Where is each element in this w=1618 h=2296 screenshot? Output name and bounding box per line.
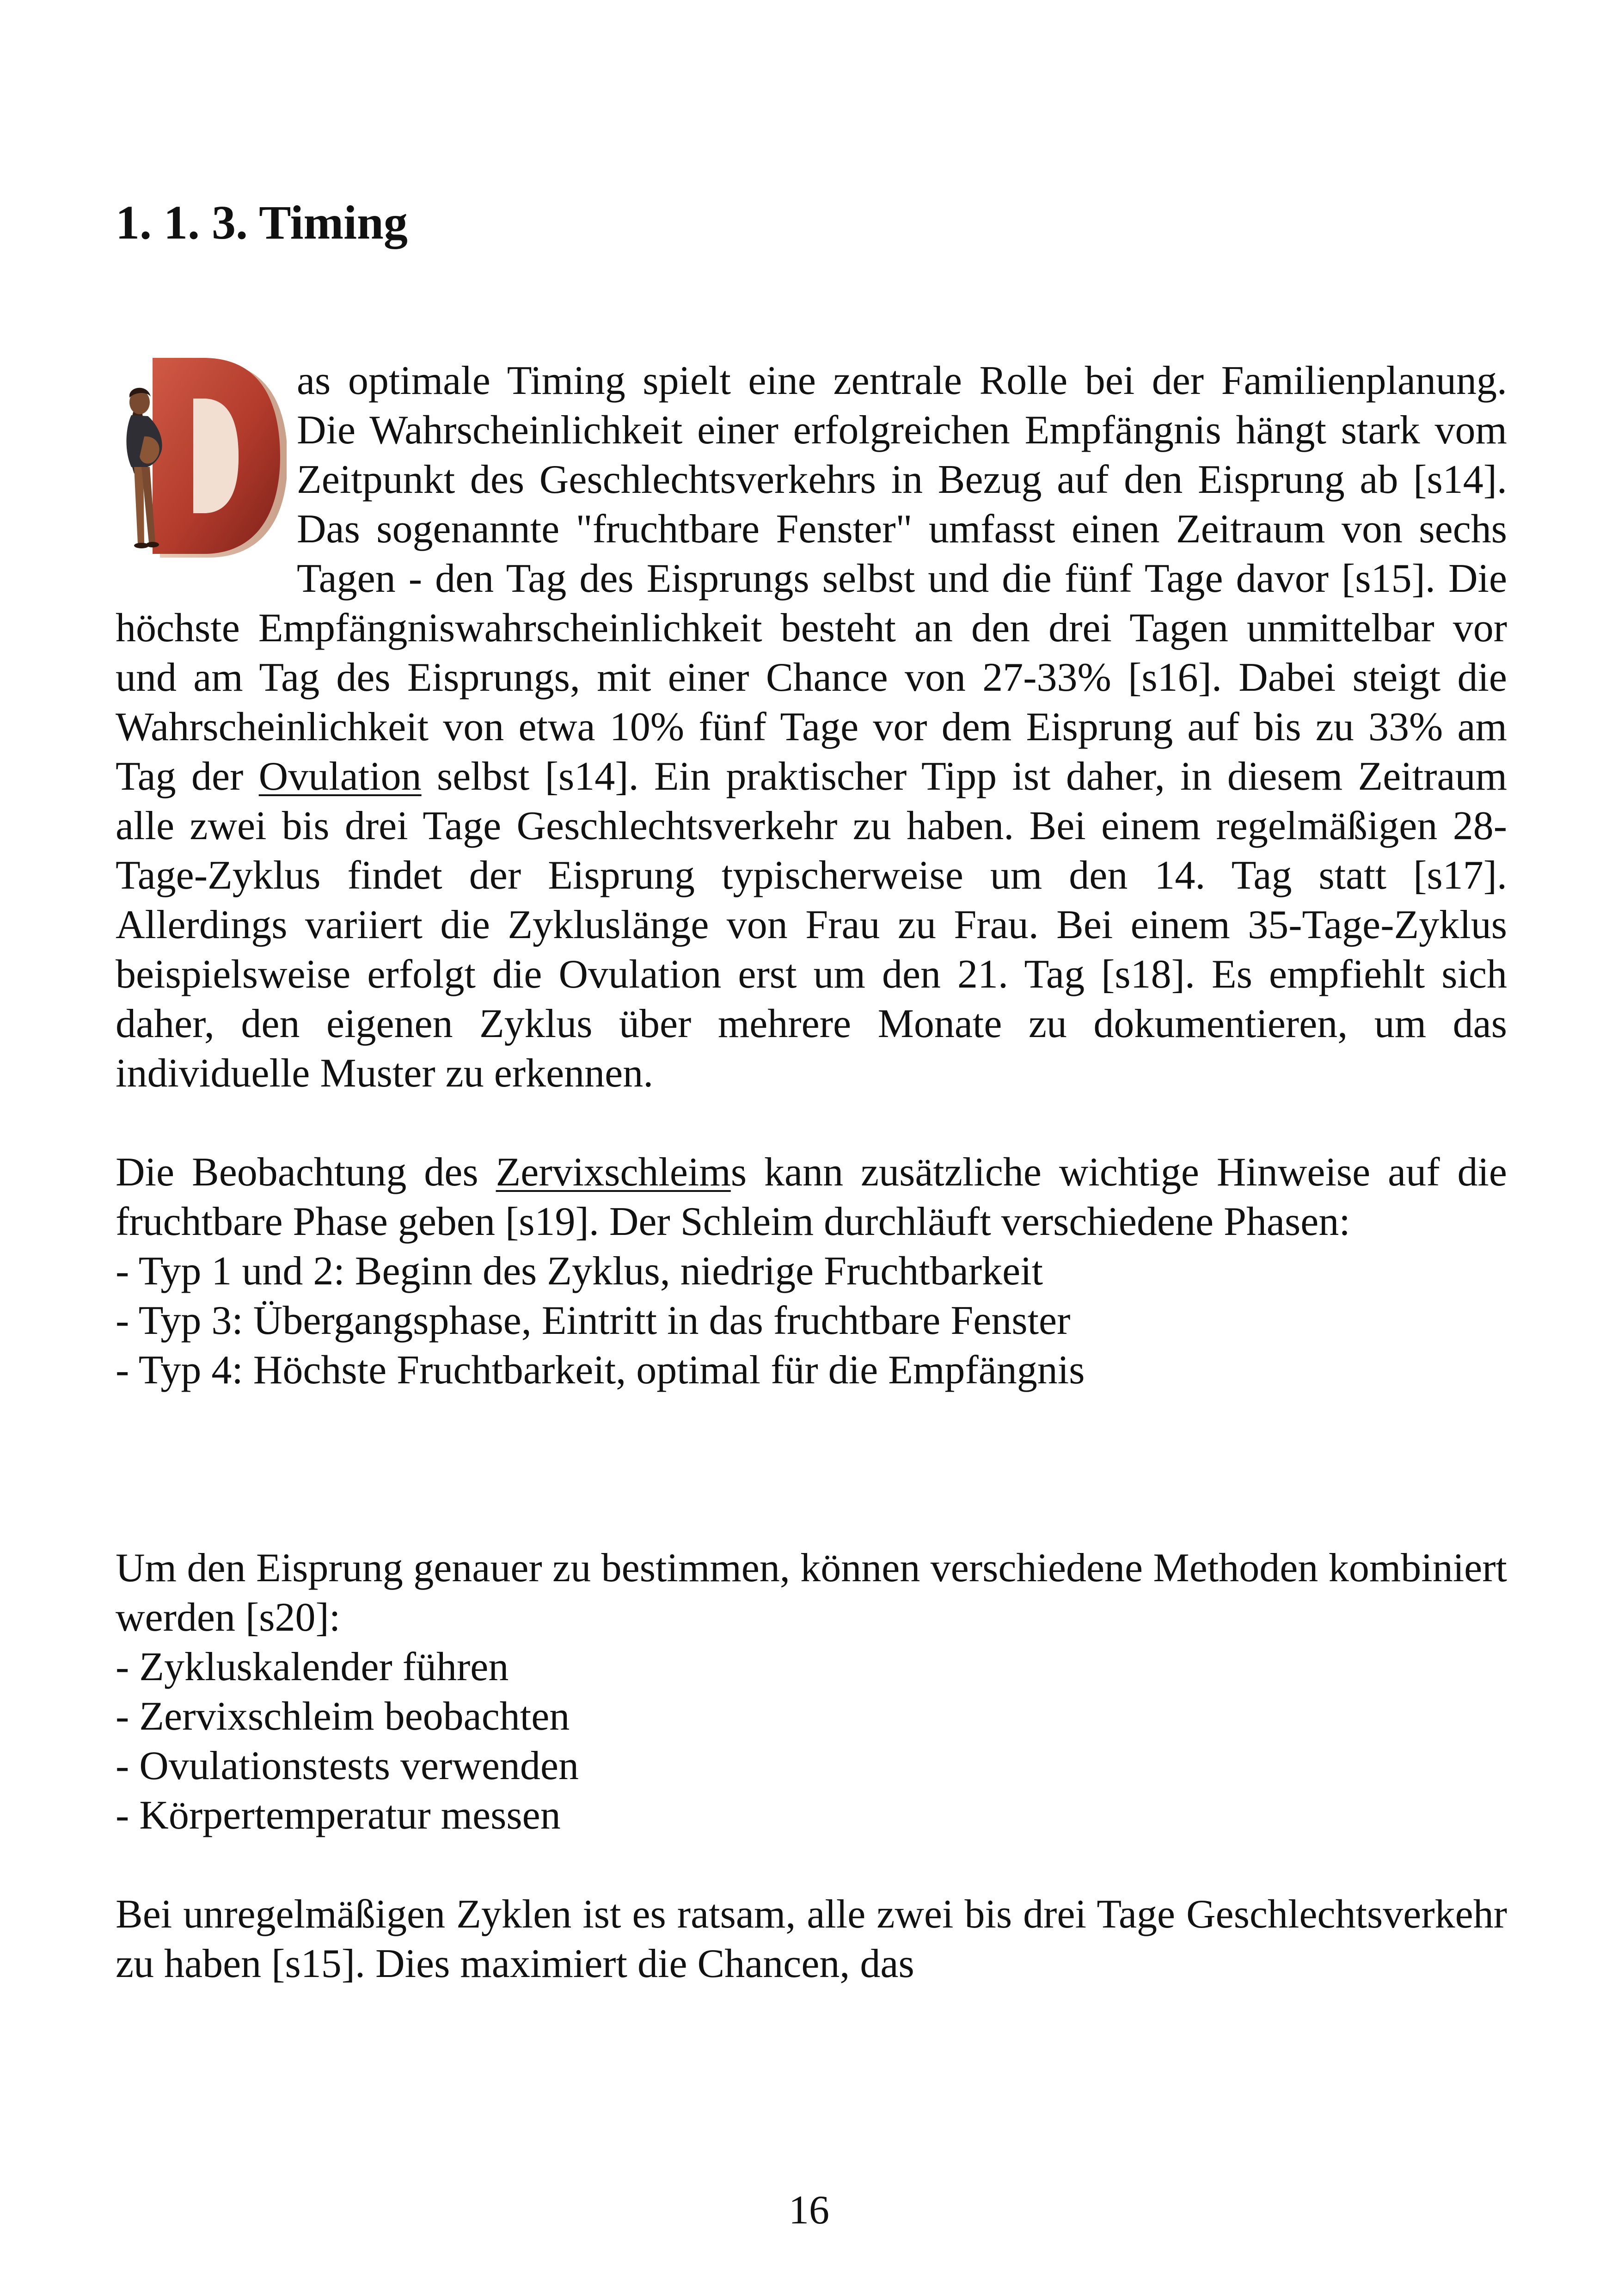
paragraph-spacer: [116, 1098, 1507, 1148]
list-item: - Zervixschleim beobachten: [116, 1694, 570, 1739]
dropcap-illustration: [116, 358, 287, 561]
paragraph-intro-text-b: selbst [s14]. Ein praktischer Tipp ist daher, in diesem Zeitraum alle zwei bis drei Tage Geschlechtsverkehr zu haben. Bei einem regelmäßigen 28-Tage-Zyklus findet der Eisprung typischerweise um den 14. Tag statt [s17]. Allerdings variiert die Zykluslänge von Frau zu Frau. Bei einem 35-Tage-Zyklus beispielsweise erfolgt die Ovulation erst um den 21. Tag [s18]. Es empfiehlt sich daher, den eigenen Zyklus über mehrere Monate zu dokumentieren, um das individuelle Muster zu erkennen.: [116, 754, 1508, 1096]
list-item: - Körpertemperatur messen: [116, 1793, 561, 1838]
paragraph-spacer: [116, 1395, 1507, 1543]
list-item: - Typ 1 und 2: Beginn des Zyklus, niedrige Fruchtbarkeit: [116, 1249, 1043, 1294]
ovulation-link[interactable]: Ovulation: [258, 754, 422, 799]
list-item: - Typ 3: Übergangsphase, Eintritt in das fruchtbare Fenster: [116, 1298, 1071, 1343]
paragraph-spacer: [116, 1840, 1507, 1890]
dropcap-image: [116, 358, 287, 561]
paragraph-methods: Um den Eisprung genauer zu bestimmen, können verschiedene Methoden kombiniert werden [s20]:: [116, 1546, 1507, 1640]
body-text: [116, 356, 1507, 1989]
section-heading: 1. 1. 3. Timing: [116, 196, 408, 249]
paragraph-intro-text-a: as optimale Timing spielt eine zentrale Rolle bei der Familienplanung. Die Wahrscheinlichkeit einer erfolgreichen Empfängnis hängt stark vom Zeitpunkt des Geschlechtsverkehrs in Bezug auf den Eisprung ab [s14]. Das sogenannte "fruchtbare Fenster" umfasst einen Zeitraum von sechs Tagen - den Tag des Eisprungs selbst und die fünf Tage davor [s15]. Die höchste Empfängniswahrscheinlichkeit besteht an den drei Tagen unmittelbar vor und am Tag des Eisprungs, mit einer Chance von 27-33% [s16]. Dabei steigt die Wahrscheinlichkeit von etwa 10% fünf Tage vor dem Eisprung auf bis zu 33% am Tag der: [116, 358, 1507, 799]
list-item: - Ovulationstests verwenden: [116, 1743, 579, 1788]
zervixschleim-link[interactable]: Zervixschleim: [496, 1150, 731, 1195]
page-number: 16: [789, 2188, 829, 2233]
paragraph-cervical-text-b: s kann zusätzliche wichtige Hinweise auf die fruchtbare Phase geben [s19]. Der Schleim durchläuft verschiedene Phasen:: [116, 1150, 1507, 1244]
paragraph-cervical-text-a: Die Beobachtung des: [116, 1150, 496, 1195]
paragraph-intro: [116, 356, 1507, 1098]
paragraph-irregular-cycles: Bei unregelmäßigen Zyklen ist es ratsam, alle zwei bis drei Tage Geschlechtsverkehr zu haben [s15]. Dies maximiert die Chancen, das: [116, 1892, 1507, 1986]
list-item: - Zykluskalender führen: [116, 1645, 509, 1689]
paragraph-cervical-mucus: [116, 1148, 1507, 1246]
list-item: - Typ 4: Höchste Fruchtbarkeit, optimal für die Empfängnis: [116, 1348, 1085, 1393]
